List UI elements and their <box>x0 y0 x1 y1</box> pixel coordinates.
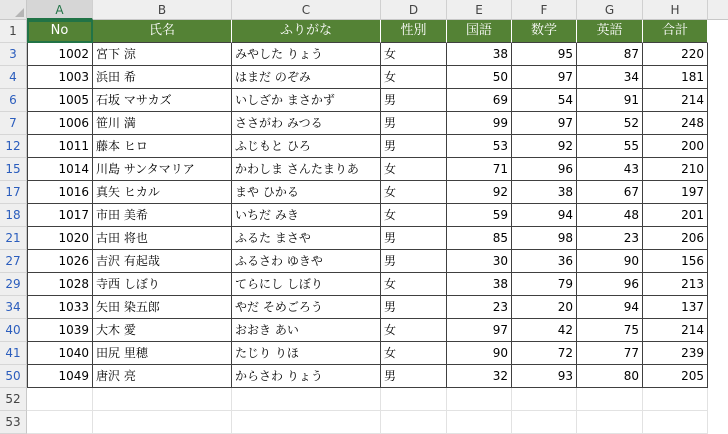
cell-english[interactable]: 77 <box>577 342 643 365</box>
table-row <box>27 204 708 227</box>
cell-japanese[interactable]: 90 <box>447 342 512 365</box>
row-header[interactable]: 27 <box>0 250 27 273</box>
empty-cell[interactable] <box>381 411 447 434</box>
empty-cell[interactable] <box>27 411 93 434</box>
cell-furigana[interactable]: みやした りょう <box>232 43 381 66</box>
table-row <box>27 319 708 342</box>
cell-name[interactable]: 笹川 満 <box>93 112 232 135</box>
cell-name[interactable]: 大木 愛 <box>93 319 232 342</box>
row-header[interactable]: 18 <box>0 204 27 227</box>
cell-furigana[interactable]: やだ そめごろう <box>232 296 381 319</box>
cell-no[interactable]: 1011 <box>27 135 93 158</box>
row-header[interactable]: 4 <box>0 66 27 89</box>
cell-japanese[interactable]: 92 <box>447 181 512 204</box>
cell-total[interactable]: 213 <box>643 273 708 296</box>
table-row <box>27 342 708 365</box>
select-all-corner[interactable] <box>0 0 27 20</box>
cell-no[interactable]: 1017 <box>27 204 93 227</box>
cell-gender[interactable]: 女 <box>381 342 447 365</box>
column-header-h[interactable]: H <box>643 0 708 20</box>
table-row <box>27 227 708 250</box>
cell-gender[interactable]: 女 <box>381 273 447 296</box>
cell-total[interactable]: 206 <box>643 227 708 250</box>
cell-english[interactable]: 52 <box>577 112 643 135</box>
empty-cell[interactable] <box>232 411 381 434</box>
cell-total[interactable]: 137 <box>643 296 708 319</box>
empty-cell[interactable] <box>27 388 93 411</box>
cell-math[interactable]: 20 <box>512 296 577 319</box>
row-header[interactable]: 52 <box>0 388 27 411</box>
cell-no[interactable]: 1020 <box>27 227 93 250</box>
column-header-i[interactable] <box>708 0 728 20</box>
row-header[interactable]: 12 <box>0 135 27 158</box>
cell-furigana[interactable]: いちだ みき <box>232 204 381 227</box>
cell-no[interactable]: 1039 <box>27 319 93 342</box>
cell-english[interactable]: 87 <box>577 43 643 66</box>
cell-name[interactable]: 真矢 ヒカル <box>93 181 232 204</box>
cell-math[interactable]: 42 <box>512 319 577 342</box>
cell-name[interactable]: 川島 サンタマリア <box>93 158 232 181</box>
row-header[interactable]: 15 <box>0 158 27 181</box>
cell-math[interactable]: 38 <box>512 181 577 204</box>
cell-furigana[interactable]: ふるさわ ゆきや <box>232 250 381 273</box>
header-japanese[interactable]: 国語 <box>447 20 512 43</box>
table-header-row <box>27 20 708 43</box>
cell-no[interactable]: 1049 <box>27 365 93 388</box>
empty-cell[interactable] <box>447 411 512 434</box>
table-row <box>27 43 708 66</box>
table-row <box>27 112 708 135</box>
row-header[interactable]: 7 <box>0 112 27 135</box>
cell-english[interactable]: 91 <box>577 89 643 112</box>
header-math[interactable]: 数学 <box>512 20 577 43</box>
row-header[interactable]: 40 <box>0 319 27 342</box>
row-header[interactable]: 34 <box>0 296 27 319</box>
cell-grid <box>27 20 708 434</box>
cell-math[interactable]: 96 <box>512 158 577 181</box>
cell-japanese[interactable]: 38 <box>447 43 512 66</box>
cell-gender[interactable]: 男 <box>381 365 447 388</box>
cell-furigana[interactable]: からさわ りょう <box>232 365 381 388</box>
cell-japanese[interactable]: 69 <box>447 89 512 112</box>
row-headers <box>0 20 27 434</box>
cell-japanese[interactable]: 30 <box>447 250 512 273</box>
cell-no[interactable]: 1003 <box>27 66 93 89</box>
column-header-f[interactable]: F <box>512 0 577 20</box>
cell-gender[interactable]: 男 <box>381 135 447 158</box>
cell-name[interactable]: 矢田 染五郎 <box>93 296 232 319</box>
column-header-b[interactable]: B <box>93 0 232 20</box>
cell-math[interactable]: 93 <box>512 365 577 388</box>
cell-name[interactable]: 寺西 しぼり <box>93 273 232 296</box>
cell-name[interactable]: 宮下 涼 <box>93 43 232 66</box>
cell-english[interactable]: 48 <box>577 204 643 227</box>
cell-math[interactable]: 72 <box>512 342 577 365</box>
cell-gender[interactable]: 女 <box>381 181 447 204</box>
cell-total[interactable]: 220 <box>643 43 708 66</box>
cell-english[interactable]: 90 <box>577 250 643 273</box>
cell-total[interactable]: 214 <box>643 89 708 112</box>
table-row <box>27 365 708 388</box>
row-header[interactable]: 53 <box>0 411 27 434</box>
header-furigana[interactable]: ふりがな <box>232 20 381 43</box>
cell-japanese[interactable]: 97 <box>447 319 512 342</box>
column-headers <box>27 0 728 20</box>
cell-english[interactable]: 67 <box>577 181 643 204</box>
empty-cell[interactable] <box>93 411 232 434</box>
empty-cell[interactable] <box>381 388 447 411</box>
cell-name[interactable]: 市田 美希 <box>93 204 232 227</box>
empty-cell[interactable] <box>512 411 577 434</box>
row-header[interactable]: 29 <box>0 273 27 296</box>
cell-japanese[interactable]: 23 <box>447 296 512 319</box>
empty-cell[interactable] <box>577 411 643 434</box>
cell-name[interactable]: 古田 将也 <box>93 227 232 250</box>
cell-japanese[interactable]: 38 <box>447 273 512 296</box>
cell-math[interactable]: 94 <box>512 204 577 227</box>
empty-row <box>27 411 708 434</box>
row-header[interactable]: 1 <box>0 20 27 43</box>
cell-gender[interactable]: 女 <box>381 158 447 181</box>
cell-gender[interactable]: 女 <box>381 319 447 342</box>
table-row <box>27 296 708 319</box>
cell-furigana[interactable]: ささがわ みつる <box>232 112 381 135</box>
cell-no[interactable]: 1006 <box>27 112 93 135</box>
cell-furigana[interactable]: いしざか まさかず <box>232 89 381 112</box>
cell-furigana[interactable]: まや ひかる <box>232 181 381 204</box>
column-header-d[interactable]: D <box>381 0 447 20</box>
cell-total[interactable]: 214 <box>643 319 708 342</box>
table-row <box>27 158 708 181</box>
cell-name[interactable]: 唐沢 亮 <box>93 365 232 388</box>
empty-row <box>27 388 708 411</box>
cell-total[interactable]: 248 <box>643 112 708 135</box>
row-header[interactable]: 3 <box>0 43 27 66</box>
header-gender[interactable]: 性別 <box>381 20 447 43</box>
column-header-c[interactable]: C <box>232 0 381 20</box>
cell-english[interactable]: 96 <box>577 273 643 296</box>
cell-math[interactable]: 95 <box>512 43 577 66</box>
cell-japanese[interactable]: 50 <box>447 66 512 89</box>
header-no[interactable]: No <box>27 20 93 43</box>
table-row <box>27 250 708 273</box>
table-row <box>27 273 708 296</box>
table-row <box>27 89 708 112</box>
cell-japanese[interactable]: 59 <box>447 204 512 227</box>
cell-gender[interactable]: 男 <box>381 227 447 250</box>
cell-name[interactable]: 田尻 里穂 <box>93 342 232 365</box>
cell-name[interactable]: 藤本 ヒロ <box>93 135 232 158</box>
cell-total[interactable]: 239 <box>643 342 708 365</box>
cell-gender[interactable]: 男 <box>381 89 447 112</box>
cell-no[interactable]: 1005 <box>27 89 93 112</box>
cell-total[interactable]: 200 <box>643 135 708 158</box>
cell-math[interactable]: 36 <box>512 250 577 273</box>
cell-furigana[interactable]: おおき あい <box>232 319 381 342</box>
cell-total[interactable]: 201 <box>643 204 708 227</box>
column-header-a[interactable]: A <box>27 0 93 20</box>
cell-no[interactable]: 1028 <box>27 273 93 296</box>
cell-furigana[interactable]: ふじもと ひろ <box>232 135 381 158</box>
cell-japanese[interactable]: 99 <box>447 112 512 135</box>
cell-gender[interactable]: 女 <box>381 43 447 66</box>
cell-no[interactable]: 1026 <box>27 250 93 273</box>
cell-math[interactable]: 79 <box>512 273 577 296</box>
empty-cell[interactable] <box>447 388 512 411</box>
cell-math[interactable]: 97 <box>512 112 577 135</box>
cell-name[interactable]: 浜田 希 <box>93 66 232 89</box>
cell-total[interactable]: 156 <box>643 250 708 273</box>
cell-furigana[interactable]: たじり りほ <box>232 342 381 365</box>
cell-total[interactable]: 210 <box>643 158 708 181</box>
empty-cell[interactable] <box>643 388 708 411</box>
cell-english[interactable]: 94 <box>577 296 643 319</box>
empty-cell[interactable] <box>643 411 708 434</box>
empty-cell[interactable] <box>232 388 381 411</box>
cell-english[interactable]: 34 <box>577 66 643 89</box>
cell-gender[interactable]: 女 <box>381 204 447 227</box>
column-header-g[interactable]: G <box>577 0 643 20</box>
cell-total[interactable]: 197 <box>643 181 708 204</box>
cell-gender[interactable]: 男 <box>381 112 447 135</box>
table-row <box>27 181 708 204</box>
header-total[interactable]: 合計 <box>643 20 708 43</box>
empty-cell[interactable] <box>93 388 232 411</box>
cell-total[interactable]: 181 <box>643 66 708 89</box>
cell-no[interactable]: 1040 <box>27 342 93 365</box>
cell-english[interactable]: 80 <box>577 365 643 388</box>
header-name[interactable]: 氏名 <box>93 20 232 43</box>
cell-math[interactable]: 92 <box>512 135 577 158</box>
cell-japanese[interactable]: 32 <box>447 365 512 388</box>
cell-english[interactable]: 23 <box>577 227 643 250</box>
table-row <box>27 135 708 158</box>
cell-english[interactable]: 75 <box>577 319 643 342</box>
cell-japanese[interactable]: 53 <box>447 135 512 158</box>
cell-no[interactable]: 1016 <box>27 181 93 204</box>
row-header[interactable]: 41 <box>0 342 27 365</box>
cell-gender[interactable]: 女 <box>381 66 447 89</box>
cell-total[interactable]: 205 <box>643 365 708 388</box>
cell-furigana[interactable]: かわしま さんたまりあ <box>232 158 381 181</box>
cell-english[interactable]: 43 <box>577 158 643 181</box>
row-header[interactable]: 50 <box>0 365 27 388</box>
cell-no[interactable]: 1002 <box>27 43 93 66</box>
cell-furigana[interactable]: はまだ のぞみ <box>232 66 381 89</box>
cell-furigana[interactable]: てらにし しぼり <box>232 273 381 296</box>
row-header[interactable]: 17 <box>0 181 27 204</box>
cell-math[interactable]: 97 <box>512 66 577 89</box>
cell-no[interactable]: 1033 <box>27 296 93 319</box>
column-header-e[interactable]: E <box>447 0 512 20</box>
empty-cell[interactable] <box>512 388 577 411</box>
row-header[interactable]: 21 <box>0 227 27 250</box>
cell-gender[interactable]: 男 <box>381 250 447 273</box>
cell-english[interactable]: 55 <box>577 135 643 158</box>
header-english[interactable]: 英語 <box>577 20 643 43</box>
cell-japanese[interactable]: 71 <box>447 158 512 181</box>
row-header[interactable]: 6 <box>0 89 27 112</box>
cell-gender[interactable]: 男 <box>381 296 447 319</box>
cell-math[interactable]: 98 <box>512 227 577 250</box>
table-row <box>27 66 708 89</box>
cell-furigana[interactable]: ふるた まさや <box>232 227 381 250</box>
empty-cell[interactable] <box>577 388 643 411</box>
cell-japanese[interactable]: 85 <box>447 227 512 250</box>
cell-name[interactable]: 石坂 マサカズ <box>93 89 232 112</box>
cell-no[interactable]: 1014 <box>27 158 93 181</box>
cell-math[interactable]: 54 <box>512 89 577 112</box>
cell-name[interactable]: 吉沢 有起哉 <box>93 250 232 273</box>
